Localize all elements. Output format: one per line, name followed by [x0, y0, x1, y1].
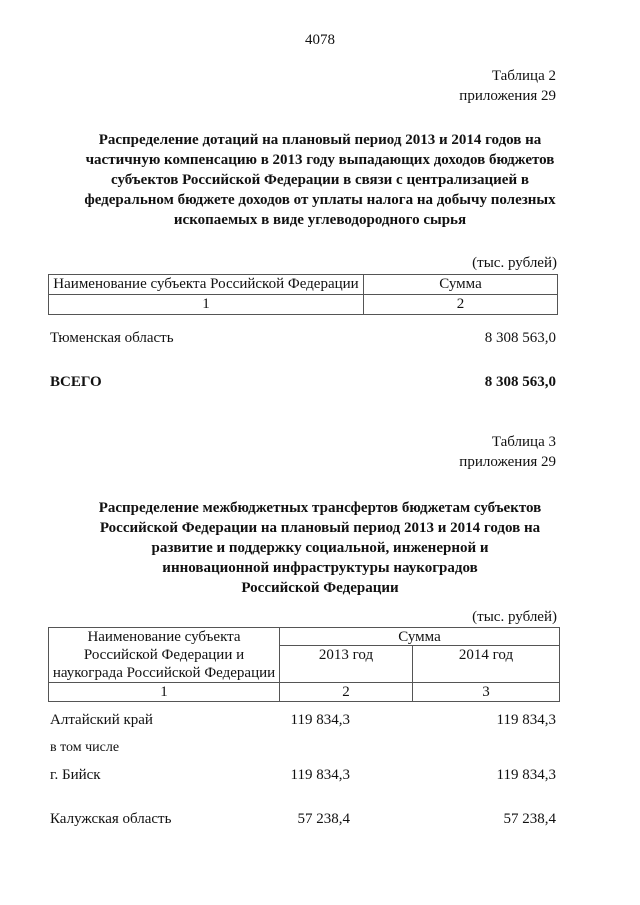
row-name: Алтайский край	[50, 712, 153, 728]
table2-reference	[459, 66, 556, 106]
title-line: федеральном бюджете доходов от уплаты налога на добычу полезных	[84, 192, 556, 208]
title-line: частичную компенсацию в 2013 году выпадающих доходов бюджетов	[85, 152, 555, 168]
row-name: в том числе	[50, 740, 120, 755]
table2-header	[48, 274, 558, 315]
table3-units: (тыс. рублей)	[472, 609, 557, 625]
row-value-2013: 119 834,3	[290, 767, 350, 783]
title-line: Распределение дотаций на плановый период 2013 и 2014 годов на	[98, 132, 542, 148]
title-line: Российской Федерации	[241, 580, 399, 596]
total-label: ВСЕГО	[50, 374, 102, 390]
header-sum: Сумма	[364, 275, 558, 295]
title-line: инновационной инфраструктуры наукоградов	[162, 560, 478, 576]
table2-ref-line1: Таблица 2	[491, 68, 556, 84]
row-sum: 8 308 563,0	[484, 330, 556, 346]
page-number: 4078	[305, 32, 335, 48]
column-number: 1	[49, 683, 280, 702]
table3-reference	[459, 432, 556, 472]
table2-title	[60, 130, 580, 230]
row-name: г. Бийск	[50, 767, 101, 783]
row-value-2013: 119 834,3	[290, 712, 350, 728]
header-name-line: Российской Федерации и	[83, 647, 245, 663]
column-number: 2	[280, 683, 413, 702]
table3-title	[60, 498, 580, 598]
header-year-2014: 2014 год	[413, 646, 560, 683]
row-value-2014: 57 238,4	[503, 811, 556, 827]
header-year-2013: 2013 год	[280, 646, 413, 683]
title-line: ископаемых в виде углеводородного сырья	[173, 212, 467, 228]
table2-ref-line2: приложения 29	[459, 88, 556, 104]
table3-ref-line1: Таблица 3	[491, 434, 556, 450]
table3-header	[48, 627, 560, 702]
table2-units: (тыс. рублей)	[472, 255, 557, 271]
row-value-2014: 119 834,3	[496, 767, 556, 783]
row-value-2013: 57 238,4	[297, 811, 350, 827]
title-line: Распределение межбюджетных трансфертов бюджетам субъектов	[98, 500, 542, 516]
header-name-line: наукограда Российской Федерации	[52, 665, 276, 681]
header-name: Наименование субъекта Российской Федерации	[49, 275, 364, 295]
title-line: субъектов Российской Федерации в связи с централизацией в	[111, 172, 529, 188]
column-number: 3	[413, 683, 560, 702]
row-name: Калужская область	[50, 811, 172, 827]
table3-ref-line2: приложения 29	[459, 454, 556, 470]
column-number: 1	[49, 295, 364, 315]
header-sum: Сумма	[280, 628, 560, 646]
header-name	[49, 628, 280, 683]
total-sum: 8 308 563,0	[484, 374, 556, 390]
row-name: Тюменская область	[50, 330, 174, 346]
column-number: 2	[364, 295, 558, 315]
row-value-2014: 119 834,3	[496, 712, 556, 728]
title-line: развитие и поддержку социальной, инженерной и	[151, 540, 489, 556]
title-line: Российской Федерации на плановый период 2013 и 2014 годов на	[99, 520, 541, 536]
header-name-line: Наименование субъекта	[87, 629, 241, 645]
